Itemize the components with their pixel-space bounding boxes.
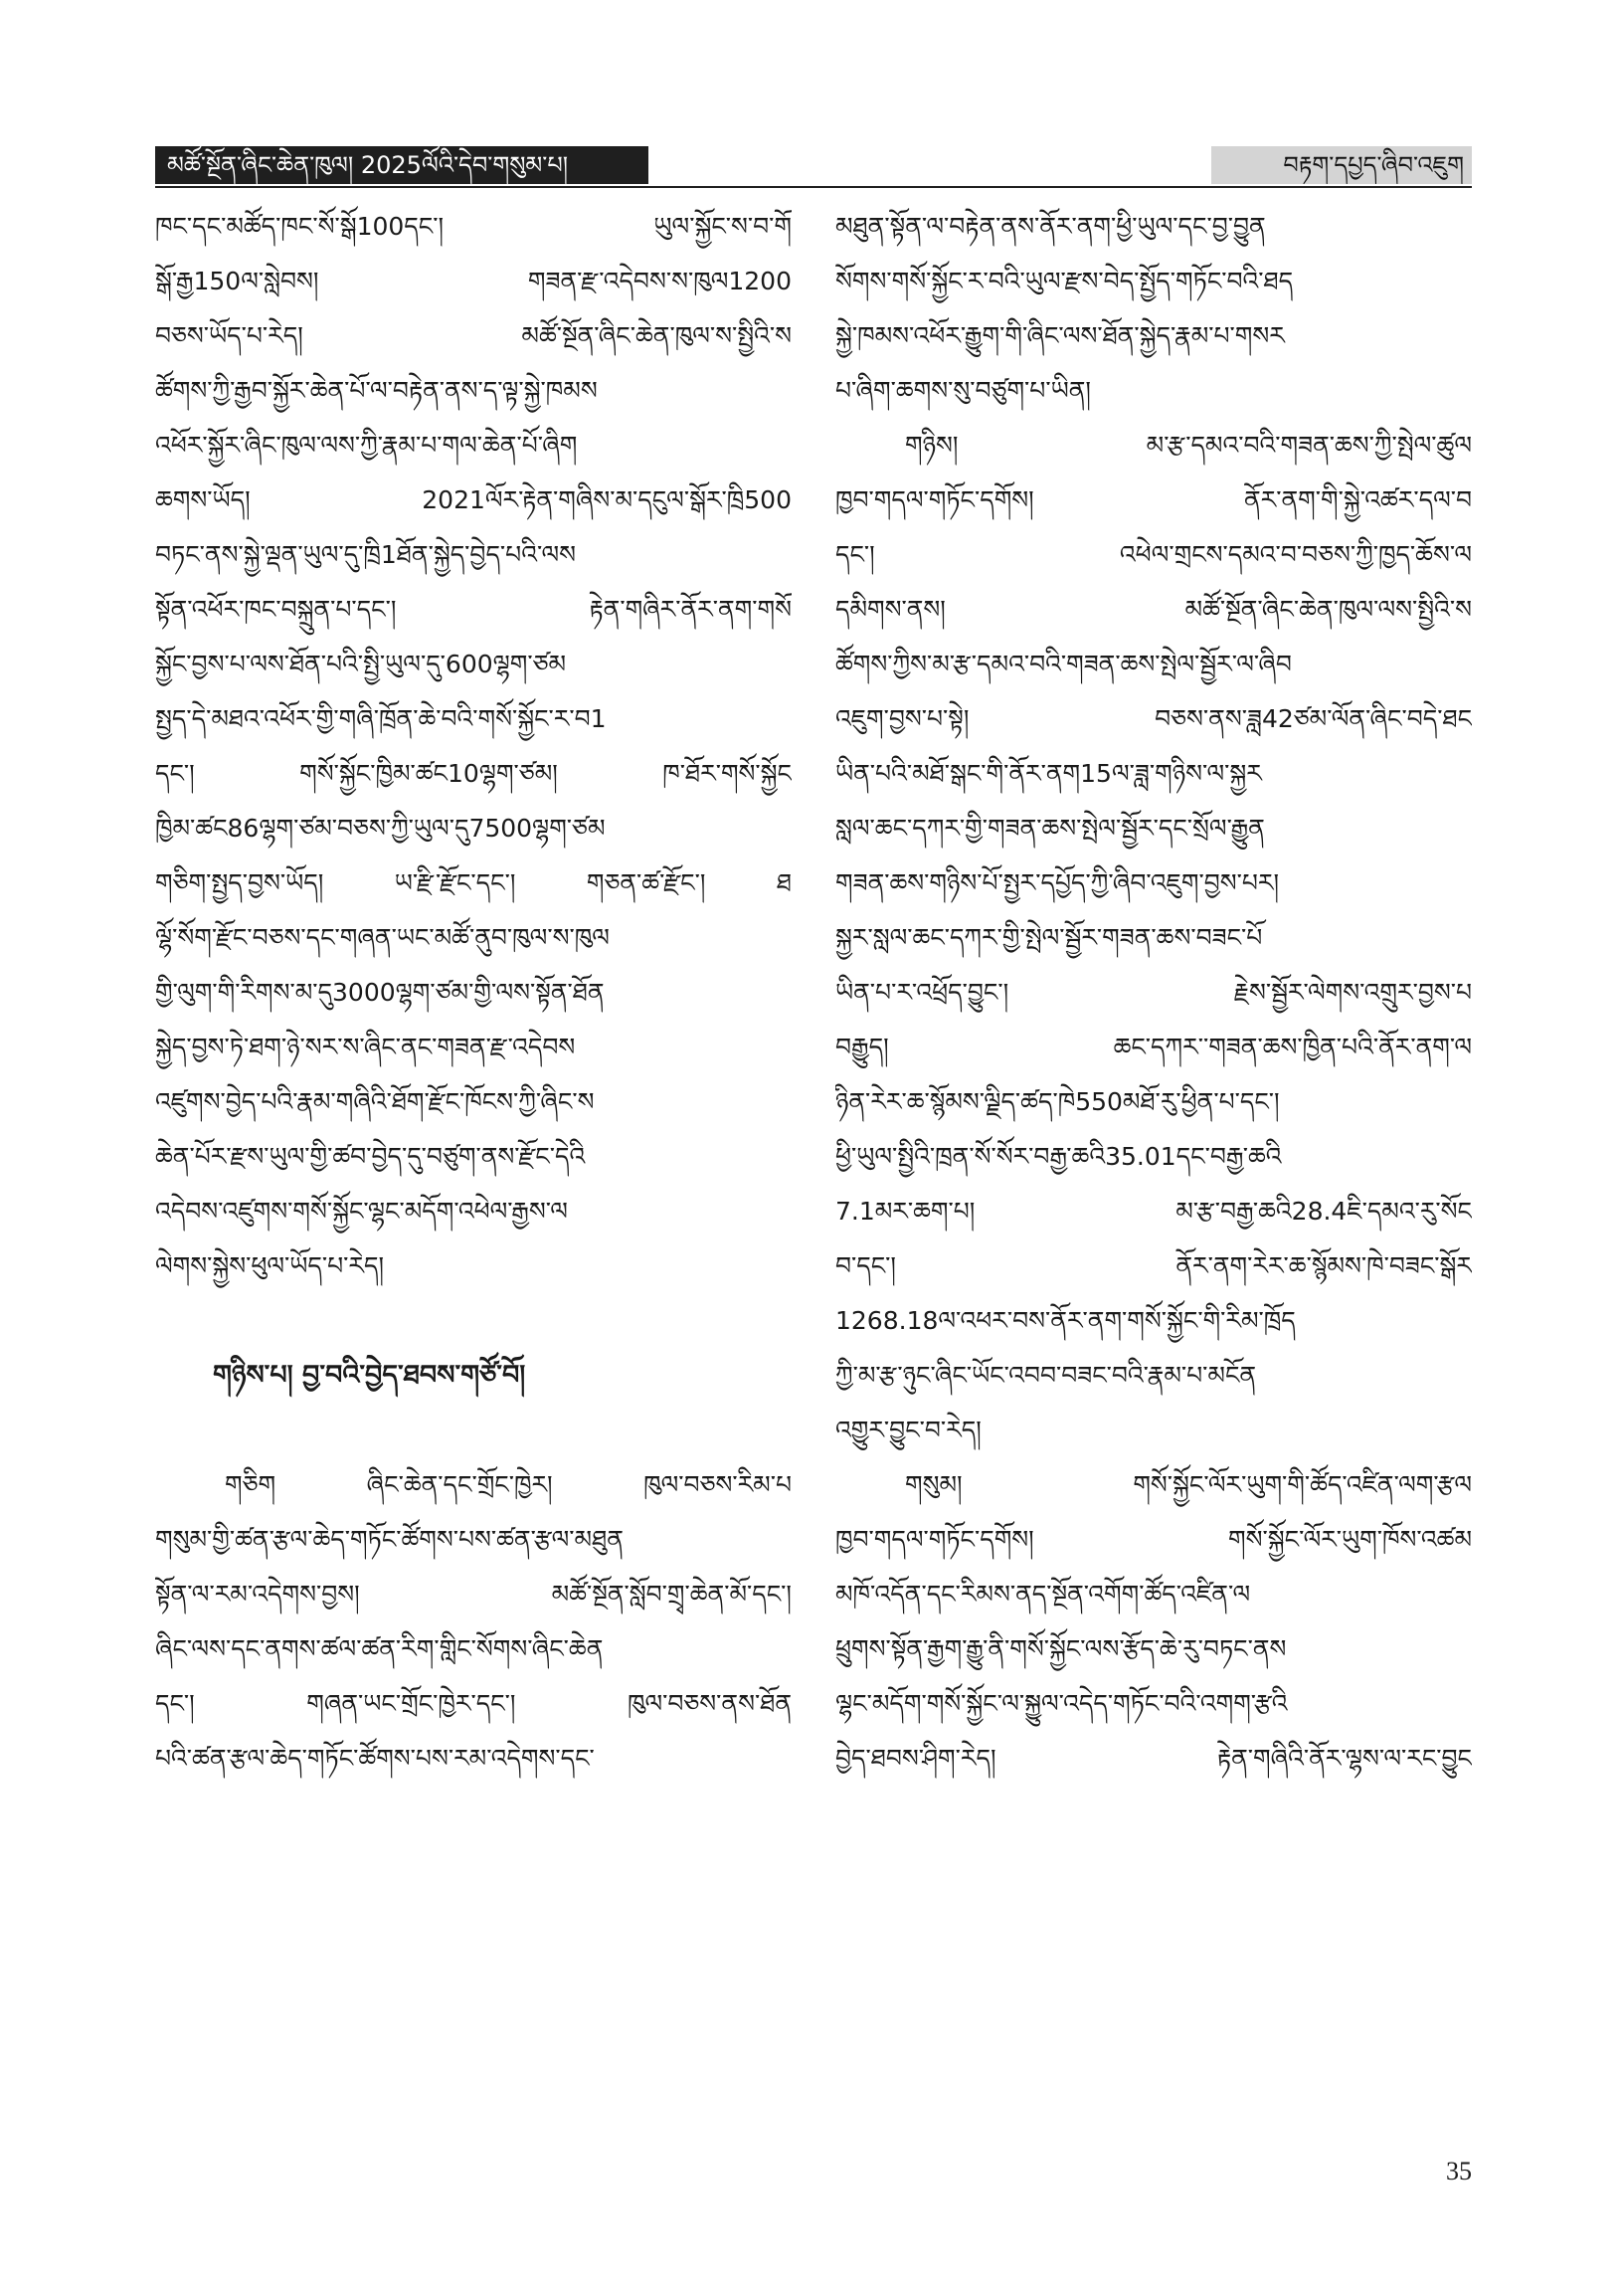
text-line: ཚོགས་ཀྱི་རྒྱབ་སྐྱོར་ཆེན་པོ་ལ་བརྟེན་ནས་ད་ལྟ་སྐྱེ་ཁམས [155,376,598,405]
right-column [835,199,1472,1786]
text-line: མཐུན་སྟོན་ལ་བརྟེན་ནས་ནོར་ནག་ཕྱི་ཡུལ་དང་བྱ་བྱུན [835,212,1266,241]
text-line: ཕྱི་ཡུལ་སྤྱིའི་ཁྲན་སོ་སོར་བརྒྱ་ཆའི35.01དང་བརྒྱ་ཆའི [835,1142,1282,1171]
text-line: ཉིན་རེར་ཆ་སྙོམས་ལྗིད་ཚད་ཁེ550མཐོ་རུ་ཕྱིན་པ་དང་། [835,1087,1280,1116]
left-column [155,199,792,1786]
left-paragraph-1 [155,199,792,1293]
text-line: སྐྱར་སླལ་ཆང་དཀར་གྱི་སྤེལ་སྦྱོར་གཟན་ཆས་བཟང་པོ [835,923,1263,952]
text-line: ཡིན་པའི་མཐོ་སྒང་གི་ནོར་ནག15ལ་ཟླ་གཉིས་ལ་སྐྱར [835,759,1262,788]
text-line: གཅིག ཞིང་ཆེན་དང་གྲོང་ཁྱེར། ཁུལ་བཅས་རིམ་པ [225,1470,792,1499]
left-paragraph-2 [155,1457,792,1786]
text-line: གཉིས། མ་རྩ་དམའ་བའི་གཟན་ཆས་ཀྱི་སྤེལ་ཚུལ [905,431,1472,460]
journal-title-banner: མཚོ་སྔོན་ཞིང་ཆེན་ཁུལ། 2025ལོའི་དེབ་གསུམ་པ། [155,146,648,184]
spacer [155,1293,792,1348]
text-line: ཞིང་ལས་དང་ནགས་ཚལ་ཚན་རིག་གླིང་སོགས་ཞིང་ཆེན [155,1634,604,1663]
right-paragraph-3 [835,1457,1472,1786]
text-line: བཅས་ཡོད་པ་རེད། མཚོ་སྔོན་ཞིང་ཆེན་ཁུལ་ས་སྤྱིའི་ས [155,321,792,350]
text-line: ཆགས་ཡོད། 2021ལོར་རྟེན་གཞིས་མ་དངུལ་སྒོར་ཁྲི500 [155,485,792,514]
text-line: འཇུག་བྱས་པ་སྟེ། བཅས་ནས་ཟླ42ཙམ་ལོན་ཞིང་བདེ་ཐང [835,704,1472,733]
text-line: མཁོ་འདོན་དང་རིམས་ནད་སྔོན་འགོག་ཚོད་འཛིན་ལ [835,1580,1251,1609]
text-line: འཕོར་སྐྱོར་ཞིང་ཁུལ་ལས་ཀྱི་རྣམ་པ་གལ་ཆེན་པོ་ཞིག [155,431,578,460]
text-line: འདེབས་འཛུགས་གསོ་སྐྱོང་ལྷང་མདོག་འཕེལ་རྒྱས་ལ [155,1197,568,1226]
text-line: གསུམ་གྱི་ཚན་རྩལ་ཆེད་གཏོང་ཚོགས་པས་ཚན་རྩལ་མཐུན [155,1525,624,1554]
text-line: དང་། གཞན་ཡང་གྲོང་ཁྱེར་དང་། ཁུལ་བཅས་ནས་ཐོན [155,1689,792,1718]
text-line: གྱི་ལུག་གི་རིགས་མ་དུ3000ལྷག་ཙམ་གྱི་ལས་སྟོན་ཐོན [155,978,605,1007]
text-line: བྱེད་ཐབས་ཤིག་རེད། རྟེན་གཞིའི་ནོར་ལྷས་ལ་རང་བྱུང [835,1744,1472,1773]
text-line: གཟན་ཆས་གཉིས་པོ་སྤྱར་དཔྱོད་ཀྱི་ཞིབ་འཇུག་བྱས་པར། [835,868,1280,897]
text-line: 7.1མར་ཆག་པ། མ་རྩ་བརྒྱ་ཆའི28.4ཇི་དམའ་རུ་སོང [835,1197,1472,1226]
text-line: ཡིན་པ་ར་འཕྲོད་བྱུང་། རྗེས་སྦྱོར་ལེགས་འགྲུར་བྱས་པ [835,978,1472,1007]
text-line: དམིགས་ནས། མཚོ་སྔོན་ཞིང་ཆེན་ཁུལ་ལས་སྤྱིའི་ས [835,595,1472,624]
text-line: པའི་ཚན་རྩལ་ཆེད་གཏོང་ཚོགས་པས་རམ་འདེགས་དང་ [155,1744,595,1773]
text-line: བརྒྱུད། ཆང་དཀར་་གཟན་ཆས་ཁྱིན་པའི་ནོར་ནག་ལ [835,1033,1472,1061]
text-line: གཅིག་སྤྱད་བྱས་ཡོད། ཡ་རྫི་རྫོང་དང་། གཅན་ཚ་རྫོང་། ཐ [155,868,792,897]
text-line: སྒོ་རྒྱ150ལ་སླེབས། གཟན་རྫ་འདེབས་ས་ཁུལ1200 [155,267,792,295]
text-line: དང་། འཕེལ་གྲངས་དམའ་བ་བཅས་ཀྱི་ཁྱད་ཆོས་ལ [835,540,1472,569]
page-number: 35 [1446,2157,1472,2185]
text-line: བ་དང་། ནོར་ནག་རེར་ཆ་སྙོམས་ཁེ་བཟང་སྒོར [835,1251,1472,1280]
text-line: ཀྱི་མ་རྩ་ཉུང་ཞིང་ཡོང་འབབ་བཟང་བའི་རྣམ་པ་མངོན [835,1361,1257,1390]
section-title-banner: བརྟག་དཔྱད་ཞིབ་འཇུག [1211,146,1472,184]
text-line: སྟོན་འཕོར་ཁང་བསྐྲུན་པ་དང་། རྟེན་གཞིར་ནོར་ནག་གསོ [155,595,792,624]
text-line: ཁྱིམ་ཚང86ལྷག་ཙམ་བཅས་ཀྱི་ཡུལ་དུ7500ལྷག་ཙམ [155,814,606,843]
text-line: ཁྱབ་གདལ་གཏོང་དགོས། ནོར་ནག་གི་སྐྱེ་འཚར་དལ་བ [835,485,1472,514]
spacer [155,1403,792,1457]
text-line: 1268.18ལ་འཕར་བས་ནོར་ནག་གསོ་སྐྱོང་གི་རིམ་ཁྲོད [835,1306,1296,1335]
text-line: སླལ་ཆང་དཀར་གྱི་གཟན་ཆས་སྤེལ་སྦྱོར་དང་སྲོལ་རྒྱུན [835,814,1265,843]
text-line: འགྱུར་བྱུང་བ་རེད། [835,1416,982,1444]
text-line: སྐྱེ་ཁམས་འཕོར་རྒྱུག་གི་ཞིང་ལས་ཐོན་སྐྱེད་རྣམ་པ་གསར [835,321,1285,350]
text-line: ཕྲུགས་སྟོན་རྒྱག་རྒྱུ་ནི་གསོ་སྐྱོང་ལས་རྩོད་ཆེ་རུ་བཏང་ནས [835,1634,1287,1663]
text-line: ལྷང་མདོག་གསོ་སྐྱོང་ལ་སྐྱུལ་འདེད་གཏོང་བའི་འགག་རྩའི [835,1689,1288,1718]
text-line: བཏང་ནས་སྐྱེ་ལྡན་ཡུལ་དུ་ཁྲི1ཐོན་སྐྱེད་བྱེད་པའི་ལས [155,540,576,569]
text-line: སྐྱོང་བྱས་པ་ལས་ཐོན་པའི་སྤྱི་ཡུལ་དུ་600ལྷག་ཙམ [155,650,567,678]
text-line: འཛུགས་བྱེད་པའི་རྣམ་གཞིའི་ཐོག་རྫོང་ཁོངས་ཀྱི་ཞིང་ས [155,1087,595,1116]
text-line: ཚོགས་ཀྱིས་མ་རྩ་དམའ་བའི་གཟན་ཆས་སྤེལ་སྦྱོར་ལ་ཞིབ [835,650,1292,678]
text-line: དང་། གསོ་སྐྱོང་ཁྱིམ་ཚང10ལྷག་ཙམ། ཁ་ཐོར་གསོ་སྐྱོང [155,759,792,788]
section-heading: གཉིས་པ། བྱ་བའི་བྱེད་ཐབས་གཙོ་བོ། [213,1360,526,1391]
text-line: སྤྱད་དེ་མཐའ་འཕོར་གྱི་གཞི་ཁྲོན་ཆེ་བའི་གསོ་སྐྱོང་ར་བ1 [155,704,607,733]
text-line: གསུམ། གསོ་སྐྱོང་ལོར་ཡུག་གི་ཚོད་འཛིན་ལག་རྩལ [905,1470,1472,1499]
right-paragraph-1 [835,199,1472,418]
text-line: ལེགས་སྐྱེས་ཕུལ་ཡོད་པ་རེད། [155,1251,385,1280]
text-line: ཆེན་པོར་རྫས་ཡུལ་གྱི་ཚབ་བྱེད་དུ་བཙུག་ནས་རྫོང་དེའི [155,1142,586,1171]
text-line: སོགས་གསོ་སྐྱོང་ར་བའི་ཡུལ་རྫས་བེད་སྤྱོད་གཏོང་བའི་ཐད [835,267,1294,295]
text-line: ཁྱབ་གདལ་གཏོང་དགོས། གསོ་སྐྱོང་ལོར་ཡུག་ཁོས་འཚམ [835,1525,1472,1554]
right-paragraph-2 [835,418,1472,1457]
text-line: སྐྱེད་བྱས་ཏེ་ཐག་ཉེ་སར་ས་ཞིང་ནང་གཟན་རྫ་འདེབས [155,1033,576,1061]
text-line: ལྷོ་སོག་རྫོང་བཅས་དང་གཞན་ཡང་མཚོ་ནུབ་ཁུལ་ས་ཁུལ [155,923,610,952]
header-divider [155,186,1472,188]
text-line: སྟོན་ལ་རམ་འདེགས་བྱས། མཚོ་སྔོན་སློབ་གྲྭ་ཆེན་མོ་དང་། [155,1580,792,1609]
text-line: པ་ཞིག་ཆགས་སུ་བཙུག་པ་ཡིན། [835,376,1091,405]
text-line: ཁང་དང་མཚོད་ཁང་སོ་སྒོ100དང་། ཡུལ་སྐྱོང་ས་བ་གོ [155,212,792,241]
